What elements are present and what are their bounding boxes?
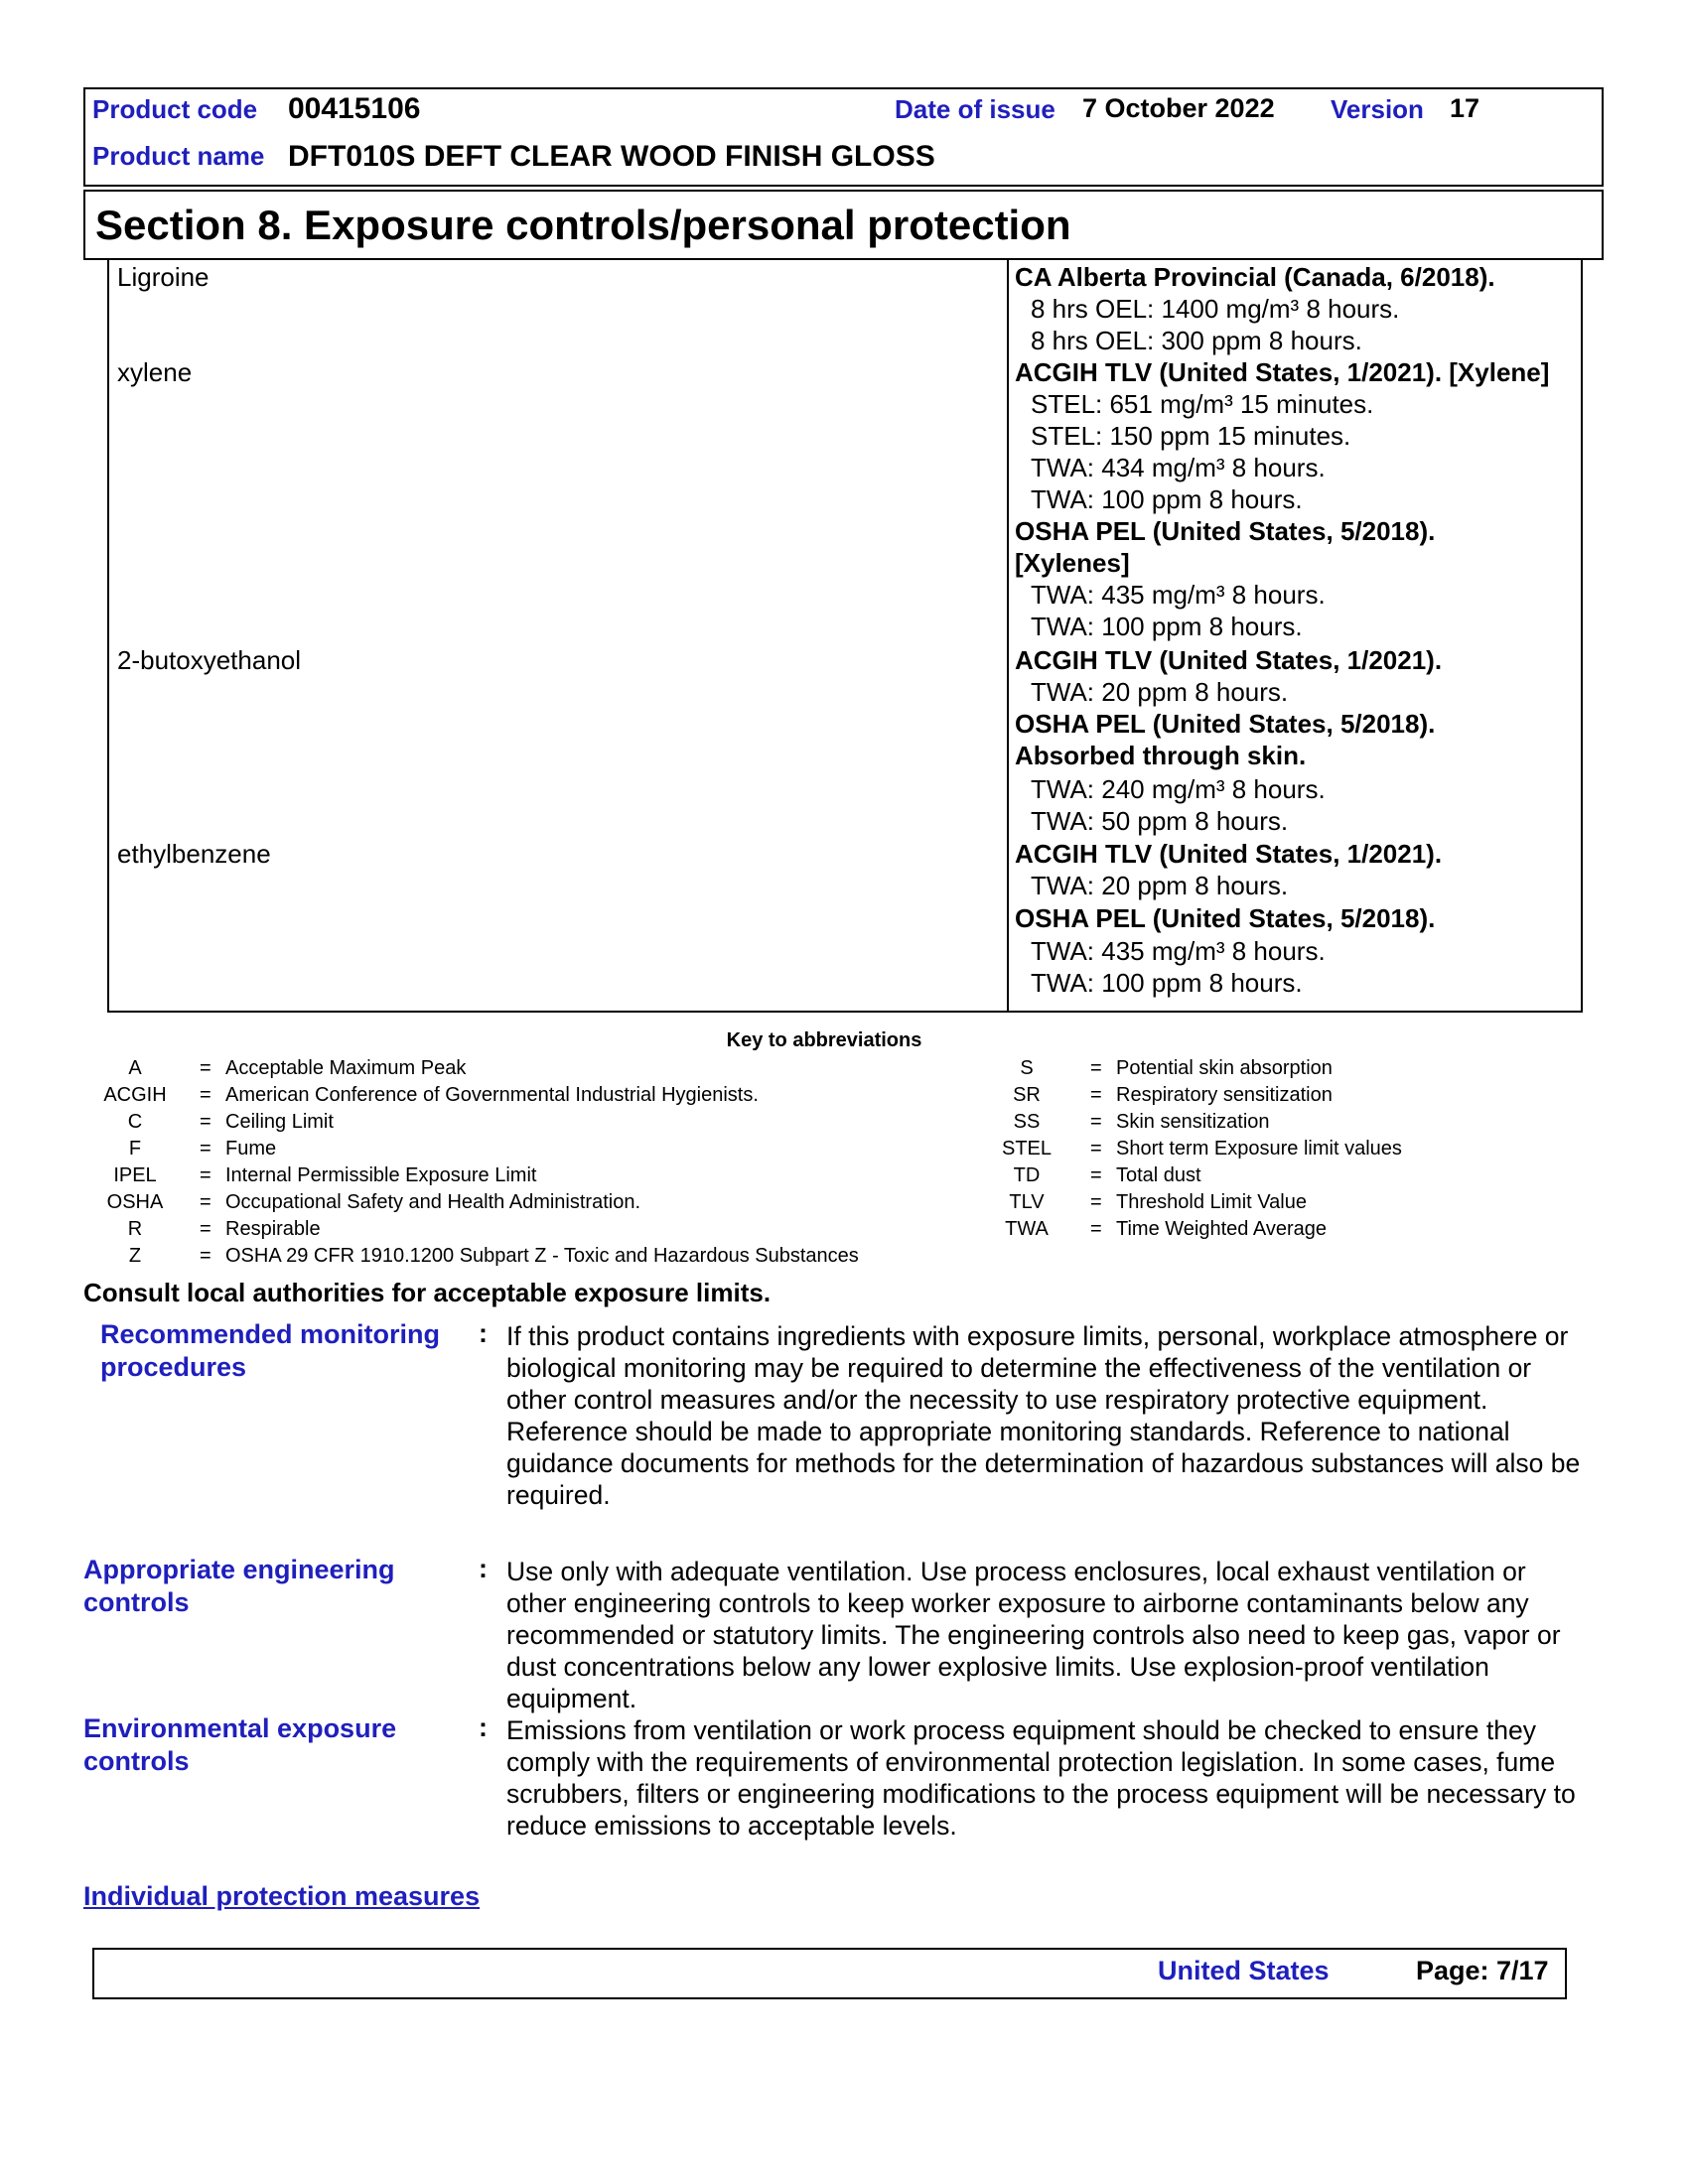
key-equals: = [200, 1057, 211, 1079]
limit-source: OSHA PEL (United States, 5/2018). [1015, 516, 1436, 546]
key-equals: = [200, 1084, 211, 1106]
key-equals: = [200, 1245, 211, 1267]
version-label: Version [1331, 94, 1424, 124]
limit-value: TWA: 50 ppm 8 hours. [1031, 806, 1289, 836]
monitoring-label: Recommended monitoring procedures [100, 1319, 441, 1382]
key-abbr: A [128, 1057, 142, 1079]
key-definition: Acceptable Maximum Peak [225, 1057, 467, 1079]
exposure-limits-table [107, 258, 1583, 1013]
key-definition: Fume [225, 1138, 277, 1160]
limit-value: TWA: 20 ppm 8 hours. [1031, 871, 1289, 900]
key-equals: = [1090, 1191, 1102, 1213]
key-abbr: C [127, 1111, 143, 1133]
key-abbr: TD [1013, 1164, 1041, 1186]
section-header [83, 190, 1604, 260]
limit-source: ACGIH TLV (United States, 1/2021). [1015, 839, 1443, 869]
key-abbr: F [128, 1138, 142, 1160]
table-divider [1007, 258, 1009, 1011]
key-equals: = [1090, 1084, 1102, 1106]
key-abbr: S [1020, 1057, 1034, 1079]
footer-box [92, 1948, 1567, 1999]
key-title: Key to abbreviations [726, 1029, 922, 1051]
limit-value: STEL: 150 ppm 15 minutes. [1031, 421, 1351, 451]
key-definition: Respiratory sensitization [1116, 1084, 1333, 1106]
key-equals: = [200, 1164, 211, 1186]
limit-note: [Xylenes] [1015, 548, 1130, 578]
limit-source: ACGIH TLV (United States, 1/2021). [Xylene] [1015, 357, 1550, 387]
key-definition: Potential skin absorption [1116, 1057, 1333, 1079]
footer-country: United States [1158, 1956, 1330, 1985]
limit-value: TWA: 100 ppm 8 hours. [1031, 612, 1303, 641]
key-definition: American Conference of Governmental Industrial Hygienists. [225, 1084, 759, 1106]
date-of-issue: 7 October 2022 [1082, 93, 1275, 123]
limit-value: STEL: 651 mg/m³ 15 minutes. [1031, 389, 1374, 419]
ingredient-name: ethylbenzene [117, 839, 271, 869]
key-definition: Skin sensitization [1116, 1111, 1270, 1133]
key-abbr: TWA [1005, 1218, 1049, 1240]
ingredient-name: 2-butoxyethanol [117, 645, 302, 675]
limit-value: TWA: 100 ppm 8 hours. [1031, 968, 1303, 998]
engineering-label: Appropriate engineering controls [83, 1555, 395, 1617]
key-abbr: R [127, 1218, 143, 1240]
key-definition: Short term Exposure limit values [1116, 1138, 1402, 1160]
key-equals: = [1090, 1164, 1102, 1186]
field-colon: : [479, 1712, 488, 1742]
key-abbr: SR [1013, 1084, 1041, 1106]
key-equals: = [200, 1111, 211, 1133]
key-abbr: SS [1013, 1111, 1041, 1133]
section-title: Section 8. Exposure controls/personal protection [95, 202, 1071, 248]
limit-value: TWA: 435 mg/m³ 8 hours. [1031, 580, 1326, 610]
limit-value: TWA: 20 ppm 8 hours. [1031, 677, 1289, 707]
key-definition: Ceiling Limit [225, 1111, 334, 1133]
key-equals: = [200, 1218, 211, 1240]
product-name: DFT010S DEFT CLEAR WOOD FINISH GLOSS [288, 140, 935, 173]
limit-source: OSHA PEL (United States, 5/2018). [1015, 709, 1436, 739]
key-definition: Time Weighted Average [1116, 1218, 1327, 1240]
limit-value: 8 hrs OEL: 1400 mg/m³ 8 hours. [1031, 294, 1400, 324]
page-number: Page: 7/17 [1416, 1956, 1549, 1985]
key-definition: Internal Permissible Exposure Limit [225, 1164, 537, 1186]
key-definition: Respirable [225, 1218, 321, 1240]
field-colon: : [479, 1554, 488, 1583]
monitoring-text: If this product contains ingredients with exposure limits, personal, workplace atmosphere or biological monitoring may be required to determine the effectiveness of the ventilation or other control measures and/or the necessity to use respiratory protective equipment. Reference should be made to appropriate monitoring standards. Reference to national guidance documents for methods for the determination of hazardous substances will also be required. [506, 1321, 1581, 1510]
limit-value: TWA: 434 mg/m³ 8 hours. [1031, 453, 1326, 482]
environmental-label: Environmental exposure controls [83, 1713, 397, 1776]
field-colon: : [479, 1318, 488, 1348]
version: 17 [1450, 93, 1480, 123]
key-abbr: TLV [1009, 1191, 1045, 1213]
key-equals: = [200, 1191, 211, 1213]
key-abbr: Z [128, 1245, 142, 1267]
key-equals: = [1090, 1057, 1102, 1079]
key-definition: Threshold Limit Value [1116, 1191, 1307, 1213]
key-abbr: OSHA [106, 1191, 164, 1213]
limit-source: CA Alberta Provincial (Canada, 6/2018). [1015, 262, 1495, 292]
date-of-issue-label: Date of issue [895, 94, 1055, 124]
product-name-label: Product name [92, 141, 265, 171]
key-definition: Occupational Safety and Health Administration. [225, 1191, 641, 1213]
ingredient-name: xylene [117, 357, 193, 387]
key-abbr: IPEL [113, 1164, 157, 1186]
key-abbr: ACGIH [103, 1084, 167, 1106]
limit-value: TWA: 100 ppm 8 hours. [1031, 484, 1303, 514]
key-definition: OSHA 29 CFR 1910.1200 Subpart Z - Toxic and Hazardous Substances [225, 1245, 859, 1267]
product-code-label: Product code [92, 94, 258, 124]
consult-note: Consult local authorities for acceptable exposure limits. [83, 1278, 772, 1307]
limit-value: TWA: 435 mg/m³ 8 hours. [1031, 936, 1326, 966]
key-equals: = [1090, 1218, 1102, 1240]
key-equals: = [1090, 1138, 1102, 1160]
limit-note: Absorbed through skin. [1015, 741, 1307, 770]
engineering-text: Use only with adequate ventilation. Use process enclosures, local exhaust ventilation or other engineering controls to keep worker exposure to airborne contaminants below any recommended or statutory limits. The engineering controls also need to keep gas, vapor or dust concentrations below any lower explosive limits. Use explosion-proof ventilation equipment. [506, 1557, 1561, 1713]
limit-source: ACGIH TLV (United States, 1/2021). [1015, 645, 1443, 675]
environmental-text: Emissions from ventilation or work process equipment should be checked to ensure they comply with the requirements of environmental protection legislation. In some cases, fume scrubbers, filters or engineering modifications to the process equipment will be necessary to reduce emissions to acceptable levels. [506, 1715, 1576, 1841]
limit-source: OSHA PEL (United States, 5/2018). [1015, 903, 1436, 933]
product-code: 00415106 [288, 92, 421, 125]
key-equals: = [1090, 1111, 1102, 1133]
key-equals: = [200, 1138, 211, 1160]
individual-protection-link[interactable]: Individual protection measures [83, 1881, 481, 1911]
limit-value: TWA: 240 mg/m³ 8 hours. [1031, 774, 1326, 804]
ingredient-name: Ligroine [117, 262, 210, 292]
key-definition: Total dust [1116, 1164, 1201, 1186]
key-abbr: STEL [1001, 1138, 1053, 1160]
limit-value: 8 hrs OEL: 300 ppm 8 hours. [1031, 326, 1362, 355]
